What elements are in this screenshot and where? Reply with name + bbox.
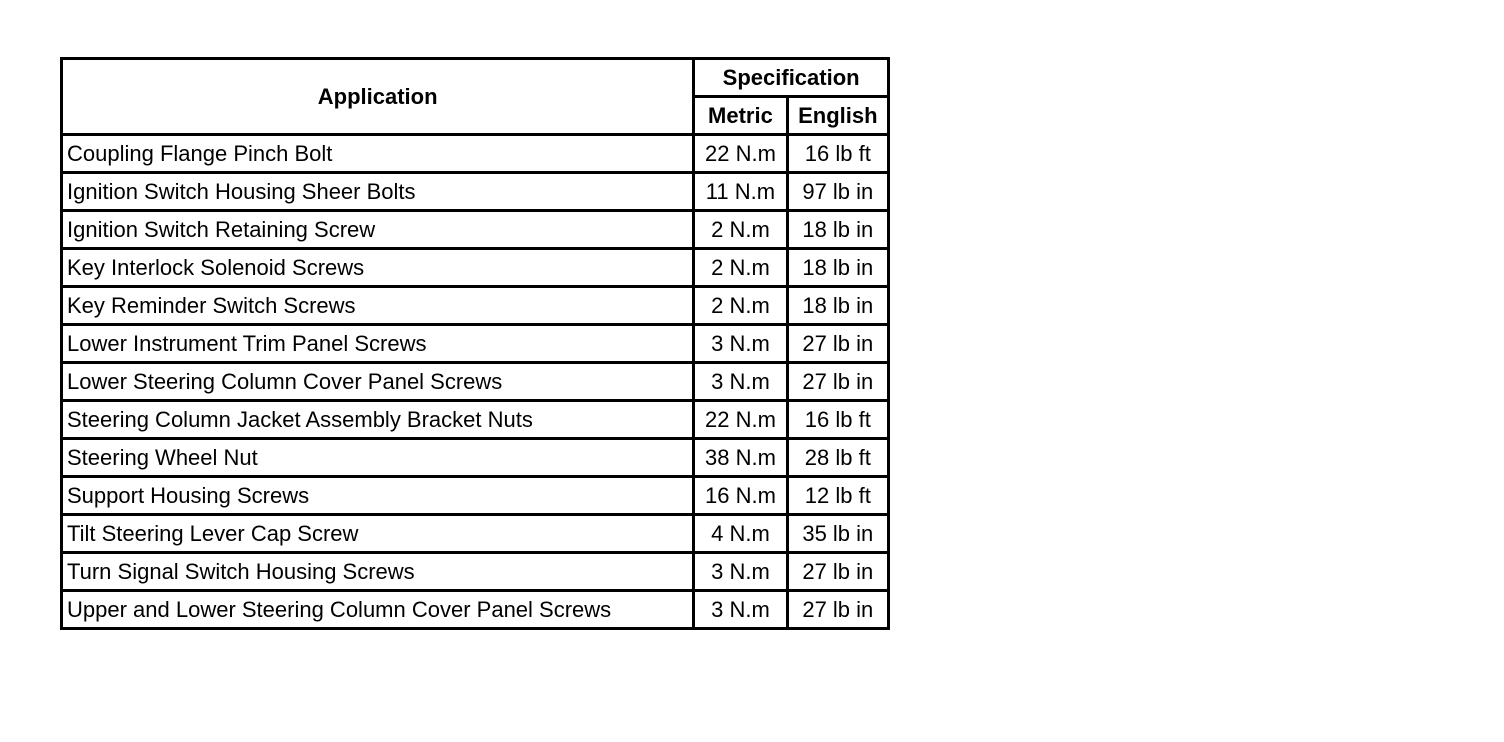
table-row: [62, 211, 889, 249]
table-row: [62, 515, 889, 553]
table-row: [62, 477, 889, 515]
application-cell: Turn Signal Switch Housing Screws: [62, 553, 694, 591]
metric-value-cell: 3 N.m: [694, 325, 787, 363]
application-cell: Coupling Flange Pinch Bolt: [62, 135, 694, 173]
metric-value-cell: 16 N.m: [694, 477, 787, 515]
table-row: [62, 553, 889, 591]
application-cell: Key Reminder Switch Screws: [62, 287, 694, 325]
metric-value-cell: 2 N.m: [694, 211, 787, 249]
table-header: [62, 59, 889, 135]
application-cell: Support Housing Screws: [62, 477, 694, 515]
table-row: [62, 249, 889, 287]
metric-value-cell: 11 N.m: [694, 173, 787, 211]
english-value-cell: 35 lb in: [787, 515, 888, 553]
application-cell: Lower Instrument Trim Panel Screws: [62, 325, 694, 363]
specification-header: Specification: [694, 59, 889, 97]
application-cell: Tilt Steering Lever Cap Screw: [62, 515, 694, 553]
metric-value-cell: 3 N.m: [694, 553, 787, 591]
application-cell: Key Interlock Solenoid Screws: [62, 249, 694, 287]
metric-value-cell: 22 N.m: [694, 135, 787, 173]
application-cell: Ignition Switch Housing Sheer Bolts: [62, 173, 694, 211]
table-row: [62, 325, 889, 363]
english-value-cell: 27 lb in: [787, 591, 888, 629]
metric-value-cell: 3 N.m: [694, 363, 787, 401]
table-row: [62, 173, 889, 211]
english-value-cell: 16 lb ft: [787, 401, 888, 439]
english-value-cell: 27 lb in: [787, 325, 888, 363]
english-value-cell: 27 lb in: [787, 553, 888, 591]
english-value-cell: 18 lb in: [787, 211, 888, 249]
metric-value-cell: 2 N.m: [694, 287, 787, 325]
english-value-cell: 97 lb in: [787, 173, 888, 211]
application-cell: Steering Wheel Nut: [62, 439, 694, 477]
english-value-cell: 28 lb ft: [787, 439, 888, 477]
table-row: [62, 591, 889, 629]
table-row: [62, 401, 889, 439]
table-row: [62, 135, 889, 173]
application-cell: Ignition Switch Retaining Screw: [62, 211, 694, 249]
metric-value-cell: 2 N.m: [694, 249, 787, 287]
metric-value-cell: 38 N.m: [694, 439, 787, 477]
metric-header: Metric: [694, 97, 787, 135]
english-header: English: [787, 97, 888, 135]
english-value-cell: 16 lb ft: [787, 135, 888, 173]
table-body: [62, 135, 889, 629]
application-header: Application: [62, 59, 694, 135]
english-value-cell: 27 lb in: [787, 363, 888, 401]
metric-value-cell: 3 N.m: [694, 591, 787, 629]
english-value-cell: 18 lb in: [787, 287, 888, 325]
metric-value-cell: 22 N.m: [694, 401, 787, 439]
application-cell: Lower Steering Column Cover Panel Screws: [62, 363, 694, 401]
table-row: [62, 439, 889, 477]
header-row-top: [62, 59, 889, 97]
english-value-cell: 18 lb in: [787, 249, 888, 287]
application-cell: Upper and Lower Steering Column Cover Panel Screws: [62, 591, 694, 629]
metric-value-cell: 4 N.m: [694, 515, 787, 553]
fastener-specification-table: [60, 57, 890, 630]
table-row: [62, 363, 889, 401]
table-row: [62, 287, 889, 325]
english-value-cell: 12 lb ft: [787, 477, 888, 515]
application-cell: Steering Column Jacket Assembly Bracket Nuts: [62, 401, 694, 439]
